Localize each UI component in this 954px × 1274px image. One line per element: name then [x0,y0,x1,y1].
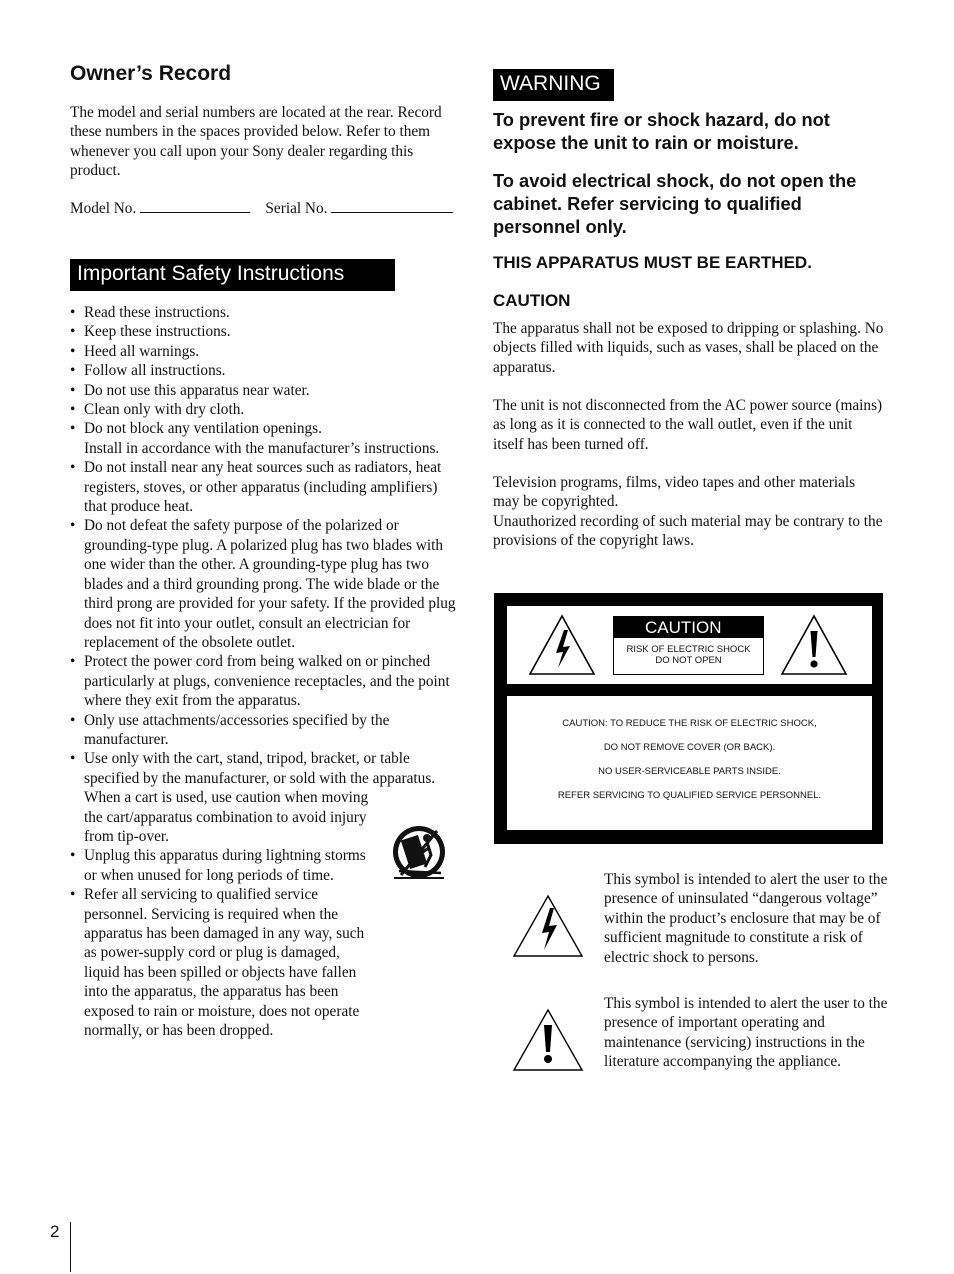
lightning-warning-icon [527,613,597,677]
caution-label-line: DO NOT REMOVE COVER (OR BACK). [603,742,776,753]
safety-item: • Protect the power cord from being walked on or pinched particularly at plugs, convenience receptacles, and the point where they exit from the apparatus. [70,652,462,710]
caution-paragraph: The apparatus shall not be exposed to dripping or splashing. No objects filled with liquids, such as vases, shall be placed on the apparatus. [493,320,884,376]
safety-item: • Do not defeat the safety purpose of the polarized or grounding-type plug. A polarized plug has two blades with one wider than the other. A grounding-type plug has two blades and a third grounding prong. The wide blade or the third prong are provided for your safety. If the provided plug does not fit into your outlet, consult an electrician for replacement of the obsolete outlet. [70,516,462,652]
cart-tip-over-warning-icon [391,823,447,883]
caution-sign-word: CAUTION [614,617,763,638]
safety-item: • Follow all instructions. [70,361,462,380]
warning-fire-shock: To prevent fire or shock hazard, do not expose the unit to rain or moisture. [493,109,830,153]
risk-line: DO NOT OPEN [655,655,722,666]
safety-item-continuation: Install in accordance with the manufacturer’s instructions. [84,439,440,457]
owners-record-body: The model and serial numbers are located at the rear. Record these numbers in the spaces provided below. Refer to them whenever you call upon your Sony dealer regarding this product. [70,104,442,180]
safety-item: • Do not block any ventilation openings. [70,419,462,438]
safety-item: • Keep these instructions. [70,322,462,341]
safety-item: • Read these instructions. [70,303,462,322]
caution-title: CAUTION [493,291,571,310]
serial-label: Serial No. [265,200,328,217]
safety-item: • Do not install near any heat sources such as radiators, heat registers, stoves, or other apparatus (including amplifiers) that produce heat. [70,458,462,516]
warning-heading: WARNING [493,69,614,101]
safety-heading: Important Safety Instructions [70,259,395,291]
exclamation-warning-icon [779,613,849,677]
caution-label-top [507,606,872,684]
record-fields [70,199,465,218]
exclamation-symbol-description: This symbol is intended to alert the user to the presence of important operating and maintenance (servicing) instructions in the literature accompanying the appliance. [604,995,888,1071]
safety-item: • Use only with the cart, stand, tripod, bracket, or table specified by the manufacturer, or sold with the apparatus. [70,749,462,788]
lightning-warning-icon [512,894,584,958]
model-number-blank [140,200,250,213]
caution-label [494,593,883,844]
owners-record-title: Owner’s Record [70,62,232,85]
caution-sign-text [614,644,763,666]
safety-item: • Clean only with dry cloth. [70,400,462,419]
safety-item: • Unplug this apparatus during lightning storms or when unused for long periods of time. [70,846,369,885]
serial-number-blank [331,200,453,213]
safety-item: • Only use attachments/accessories specified by the manufacturer. [70,711,462,750]
earthed-notice: THIS APPARATUS MUST BE EARTHED. [493,253,812,272]
caution-paragraph: The unit is not disconnected from the AC power source (mains) as long as it is connected to the wall outlet, even if the unit itself has been turned off. [493,397,883,453]
safety-item-continuation: When a cart is used, use caution when moving the cart/apparatus combination to avoid injury from tip-over. [84,789,369,845]
risk-line: RISK OF ELECTRIC SHOCK [626,644,751,655]
caution-label-bottom [507,696,872,830]
copyright-line: Unauthorized recording of such material may be contrary to the provisions of the copyright laws. [493,512,883,550]
model-label: Model No. [70,200,137,217]
caution-label-line: REFER SERVICING TO QUALIFIED SERVICE PERSONNEL. [557,790,822,801]
caution-sign [613,616,764,675]
safety-item: • Do not use this apparatus near water. [70,381,462,400]
warning-open-cabinet: To avoid electrical shock, do not open the cabinet. Refer servicing to qualified personnel only. [493,170,857,237]
caution-label-line: NO USER-SERVICEABLE PARTS INSIDE. [598,766,781,777]
safety-item: • Heed all warnings. [70,342,462,361]
safety-item: • Refer all servicing to qualified service personnel. Servicing is required when the apparatus has been damaged in any way, such as power-supply cord or plug is damaged, liquid has been spilled or objects have fallen into the apparatus, the apparatus has been exposed to rain or moisture, does not operate normally, or has been dropped. [70,885,369,1040]
copyright-line: Television programs, films, video tapes and other materials may be copyrighted. [493,474,856,511]
copyright-notice [493,473,885,551]
page-number: 2 [50,1222,60,1241]
footer-rule [70,1222,71,1272]
exclamation-warning-icon [512,1008,584,1072]
lightning-symbol-description: This symbol is intended to alert the user to the presence of uninsulated “dangerous voltage” within the product’s enclosure that may be of sufficient magnitude to constitute a risk of electric shock to persons. [604,871,888,966]
caution-label-line: CAUTION: TO REDUCE THE RISK OF ELECTRIC SHOCK, [562,718,817,729]
safety-list [70,303,462,1040]
